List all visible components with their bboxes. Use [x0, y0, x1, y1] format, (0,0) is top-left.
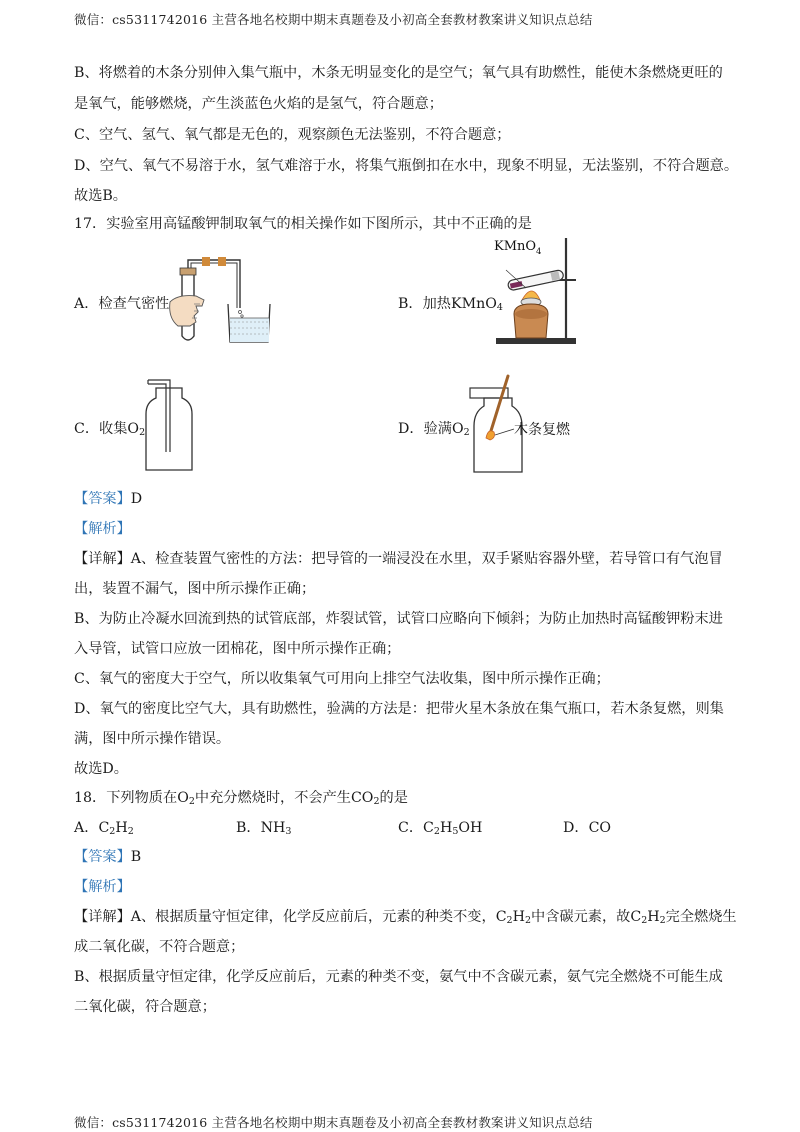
q18-analysis-label: 【解析】 [74, 879, 131, 895]
svg-text:4: 4 [536, 247, 542, 257]
text-line: 出，装置不漏气，图中所示操作正确； [74, 581, 316, 597]
text-line: 故选D。 [74, 761, 128, 777]
q17-option-b: B．加热KMnO$_4$ [398, 296, 503, 313]
page-footer: 微信：cs5311742016 主营各地名校期中期末真题卷及小初高全套教材教案讲义知识点总结 [74, 1115, 593, 1130]
page-header: 微信：cs5311742016 主营各地名校期中期末真题卷及小初高全套教材教案讲义知识点总结 [74, 12, 593, 27]
text-line: 【详解】A、检查装置气密性的方法：把导管的一端浸没在水里，双手紧贴容器外壁，若导管口有气泡冒 [74, 551, 723, 567]
text-line: B、根据质量守恒定律，化学反应前后，元素的种类不变，氨气中不含碳元素，氨气完全燃烧不可能生成 [74, 969, 723, 985]
svg-text:KMnO: KMnO [494, 239, 537, 254]
svg-text:木条复燃: 木条复燃 [514, 422, 570, 438]
q18-answer: 【答案】B [74, 849, 142, 865]
question-18-stem: 18．下列物质在$O_2$中充分燃烧时，不会产生$CO_2$的是 [74, 790, 408, 807]
text-line: D、空气、氧气不易溶于水，氢气难溶于水，将集气瓶倒扣在水中，现象不明显，无法鉴别，不符合题意。 [74, 158, 739, 174]
text-line: 故选B。 [74, 188, 127, 204]
q17-answer: 【答案】D [74, 491, 143, 507]
figure-collect-oxygen [140, 372, 200, 476]
text-line: 入导管，试管口应放一团棉花，图中所示操作正确； [74, 641, 401, 657]
q17-option-c: C．收集$O_2$ [74, 421, 146, 438]
text-line: 成二氧化碳，不符合题意； [74, 939, 245, 955]
q18-option-d: D．CO [563, 820, 612, 836]
text-line: C、空气、氢气、氧气都是无色的，观察颜色无法鉴别，不符合题意； [74, 127, 511, 143]
q17-option-d: D．验满$O_2$ [398, 421, 470, 438]
text-line: 【详解】A、根据质量守恒定律，化学反应前后，元素的种类不变，$C_2H_2$中含碳元素，故$C_2H_2$完全燃烧生 [74, 909, 737, 926]
text-line: D、氧气的密度比空气大，具有助燃性，验满的方法是：把带火星木条放在集气瓶口，若木条复燃，则集 [74, 701, 724, 717]
text-line: 二氧化碳，符合题意； [74, 999, 216, 1015]
text-line: C、氧气的密度大于空气，所以收集氧气可用向上排空气法收集，图中所示操作正确； [74, 671, 610, 687]
q17-option-a: A．检查气密性 [74, 296, 170, 312]
figure-heating-kmno4 [492, 234, 597, 349]
text-line: 满，图中所示操作错误。 [74, 731, 231, 747]
figure-oxygen-full-check [468, 372, 628, 478]
question-17-stem: 17．实验室用高锰酸钾制取氧气的相关操作如下图所示，其中不正确的是 [74, 216, 532, 232]
figure-airtightness-check [168, 256, 272, 348]
q18-option-b: B．$NH_3$ [236, 820, 292, 837]
text-line: B、为防止冷凝水回流到热的试管底部，炸裂试管，试管口应略向下倾斜；为防止加热时高锰酸钾粉末进 [74, 611, 723, 627]
q18-option-a: A．$C_2H_2$ [74, 820, 134, 837]
q17-analysis-label: 【解析】 [74, 521, 131, 537]
text-line: B、将燃着的木条分别伸入集气瓶中，木条无明显变化的是空气；氧气具有助燃性，能使木条燃烧更旺的 [74, 65, 723, 81]
q18-option-c: C．$C_2H_5OH$ [398, 820, 483, 837]
text-line: 是氧气，能够燃烧，产生淡蓝色火焰的是氢气，符合题意； [74, 96, 443, 112]
